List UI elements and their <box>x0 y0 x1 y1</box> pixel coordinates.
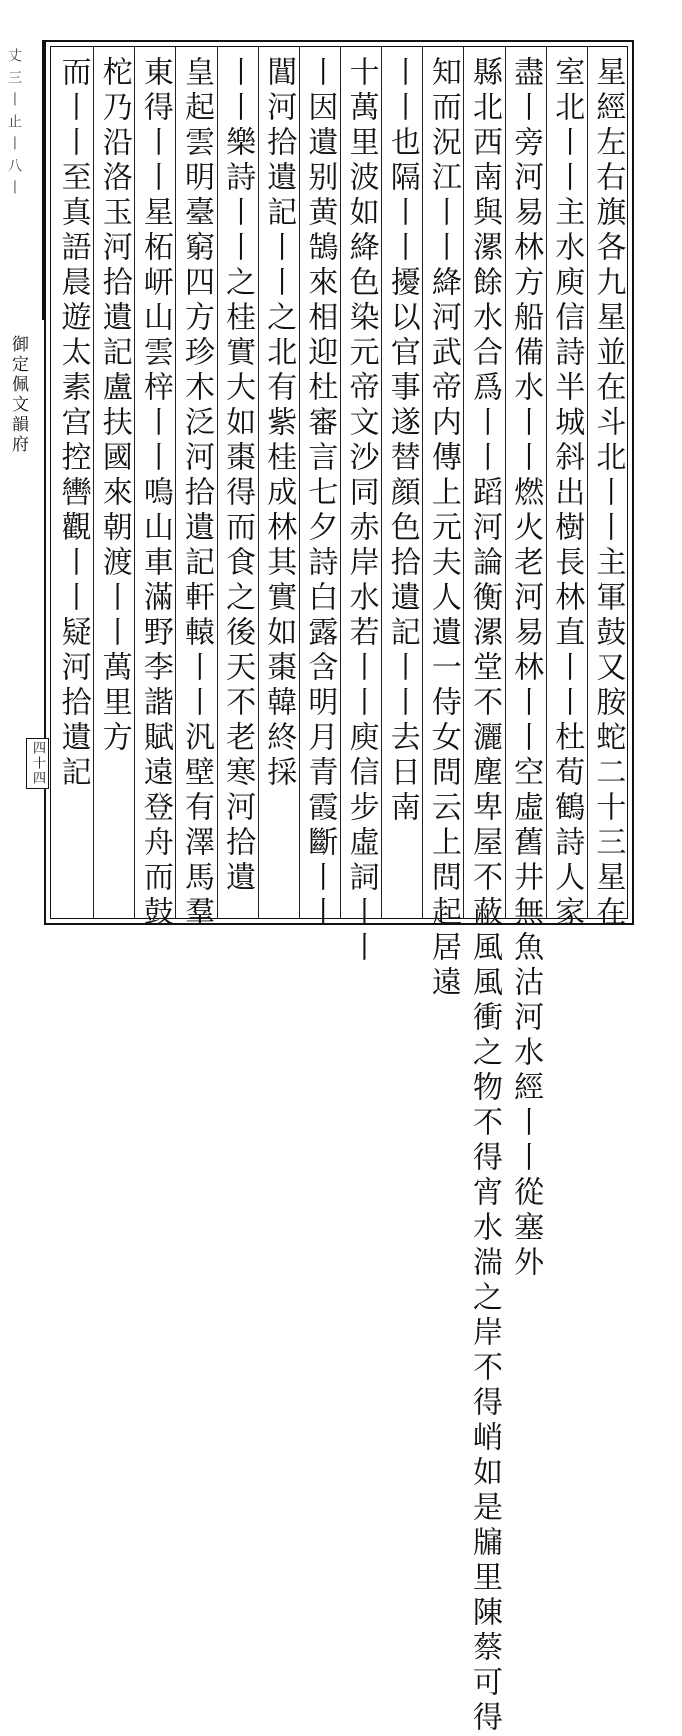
text-column: 閶河拾遺記丨丨之北有紫桂成林其實如棗韓終採 <box>261 56 297 791</box>
text-column: 皇起雲明臺窮四方珍木泛河拾遺記軒轅丨丨汎壁有澤馬羣 <box>179 56 214 931</box>
text-column: 東得丨丨星柘岍山雲梓丨丨鳴山車滿野李諧賦遠登舟而鼓 <box>137 56 173 931</box>
text-column: 盡丨旁河易林方船備水丨丨燃火老河易林丨丨空虛舊井無魚沽河水經丨丨從塞外 <box>508 56 544 1281</box>
page-number: 四十四 <box>26 738 49 789</box>
text-column: 星經左右旗各九星並在斗北丨丨主軍鼓又胺蛇二十三星在 <box>590 56 626 931</box>
text-column: 十萬里波如絳色染元帝文沙同赤岸水若丨丨庾信步虛詞丨丨 <box>343 56 379 966</box>
text-column: 丨丨也隔丨丨擾以官事遂替顔色拾遺記丨丨去日南 <box>384 56 420 826</box>
book-title: 御定佩文韻府 <box>8 335 28 455</box>
text-column: 室北丨丨主水庾信詩半城斜出樹長林直丨丨杜荀鶴詩人家 <box>549 56 585 931</box>
text-column: 而丨丨至真語晨遊太素宫控轡觀丨丨疑河拾遺記 <box>55 56 91 791</box>
margin-scrap-text: 丈三丨止丨八丨 <box>6 48 22 202</box>
text-column: 丨因遺别黄鵠來相迎杜審言七夕詩白露含明月青霞斷丨丨 <box>302 56 338 931</box>
text-column: 知而況江丨丨絳河武帝内傳上元夫人遺一侍女問云上問起居遠 <box>425 56 461 1001</box>
text-column: 丨丨樂詩丨丨之桂實大如棗得而食之後天不老寒河拾遺 <box>220 56 256 896</box>
text-column: 縣北西南與漯餘水合爲丨丨蹈河論衡漯堂不灑塵卑屋不蔽風風衝之物不得宵水湍之岸不得峭如是牖里陳蔡可得 <box>467 56 502 1736</box>
text-column: 柁乃沿洛玉河拾遺記盧扶國來朝渡丨丨萬里方 <box>96 56 132 756</box>
